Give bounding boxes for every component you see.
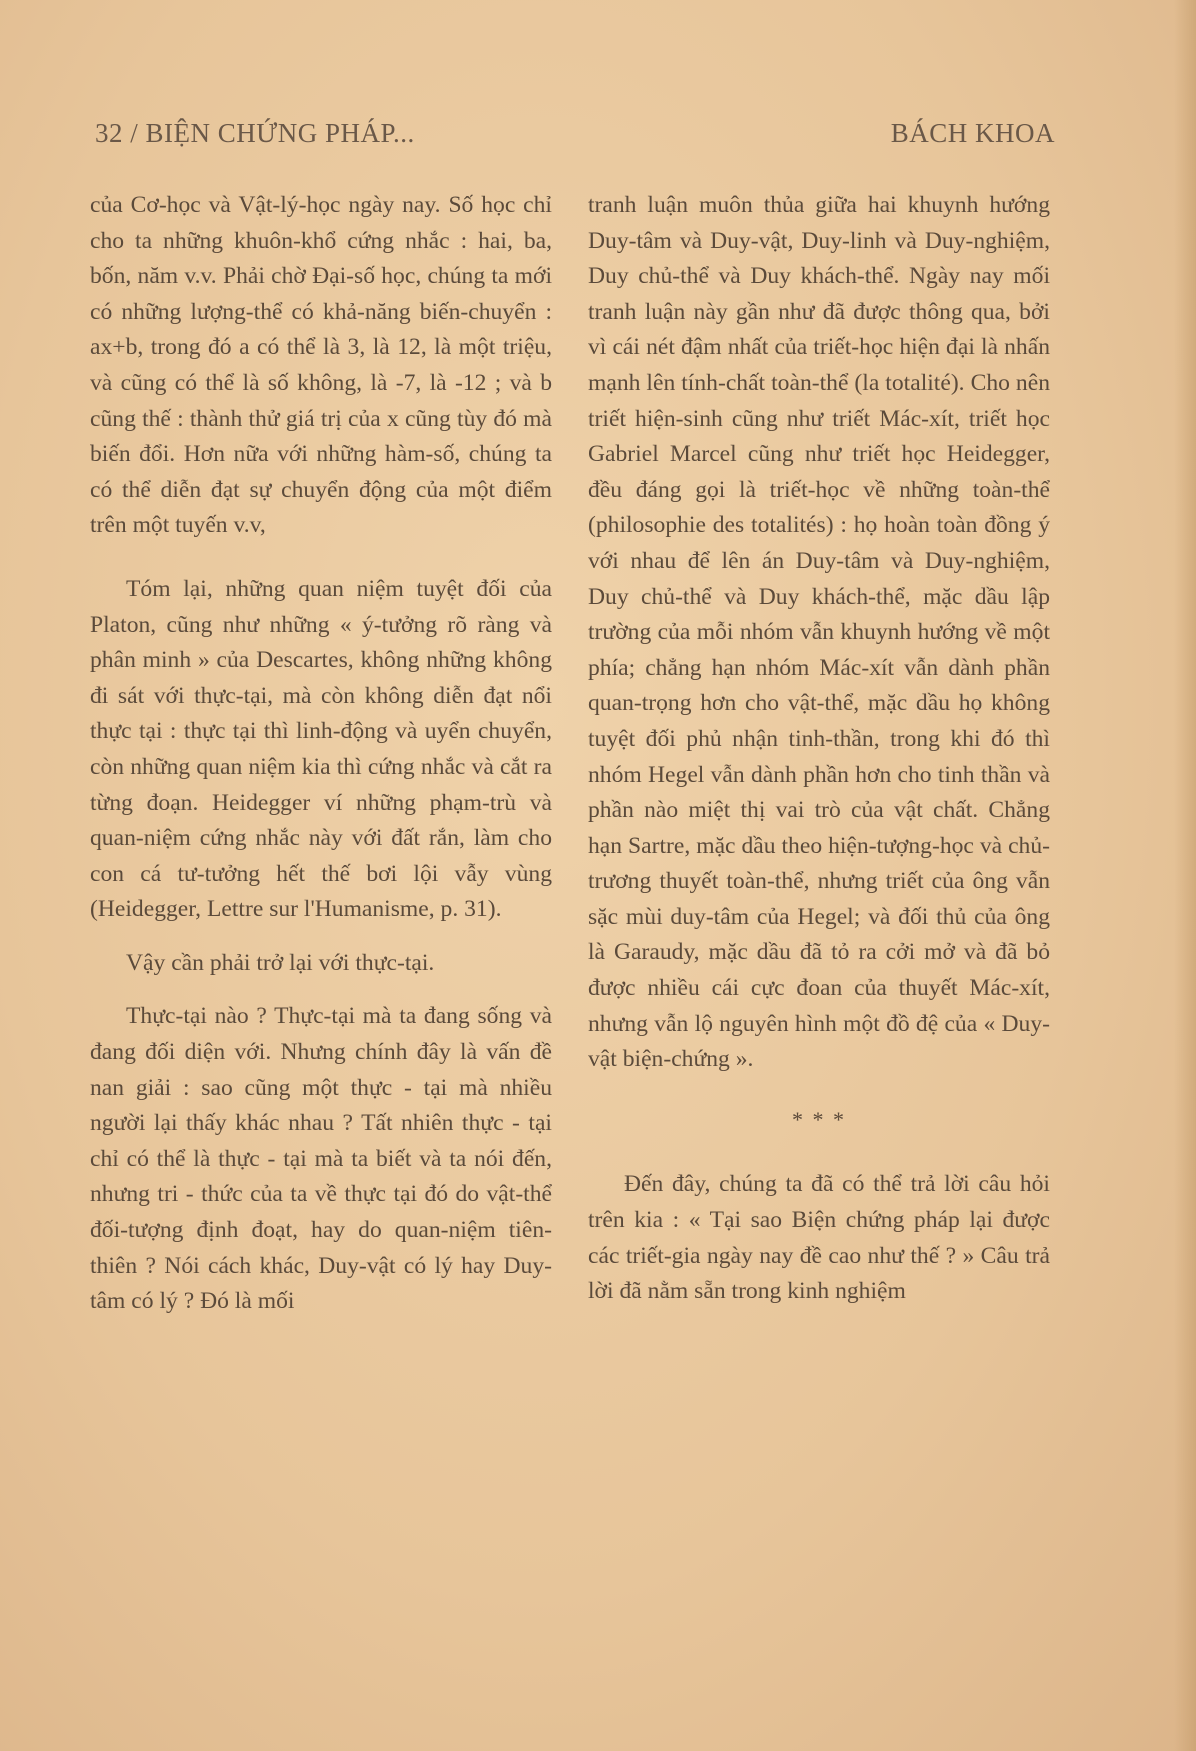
left-paragraph-4: Thực-tại nào ? Thực-tại mà ta đang sống và đang đối diện với. Nhưng chính đây là vấn đề nan giải : sao cũng một thực - tại mà nhiều người lại thấy khác nhau ? Tất nhiên thực - tại chỉ có thể là thực - tại mà ta biết và ta nói đến, nhưng tri - thức của ta về thực tại đó do vật-thể đối-tượng định đoạt, hay do quan-niệm tiên-thiên ? Nói cách khác, Duy-vật có lý hay Duy-tâm có lý ? Đó là mối — [90, 1003, 552, 1315]
page-label: 32 / BIỆN CHỨNG PHÁP... — [95, 118, 415, 148]
section-divider: * * * — [792, 1106, 846, 1132]
right-paragraph-2: Đến đây, chúng ta đã có thể trả lời câu hỏi trên kia : « Tại sao Biện chứng pháp lại được các triết-gia ngày nay đề cao như thế ? » Câu trả lời đã nằm sẵn trong kinh nghiệm — [588, 1171, 1050, 1305]
left-paragraph-3: Vậy cần phải trở lại với thực-tại. — [126, 949, 435, 976]
left-column — [90, 188, 552, 1320]
running-header — [95, 118, 1055, 158]
right-column — [588, 188, 1050, 1310]
page-edge-shadow — [1174, 0, 1196, 1751]
right-paragraph-1: tranh luận muôn thủa giữa hai khuynh hướng Duy-tâm và Duy-vật, Duy-linh và Duy-nghiệm, Duy chủ-thể và Duy khách-thể. Ngày nay mối tranh luận này gần như đã được thông qua, bởi vì cái nét đậm nhất của triết-học hiện đại là nhấn mạnh lên tính-chất toàn-thể (la totalité). Cho nên triết hiện-sinh cũng như triết Mác-xít, triết học Gabriel Marcel cũng như triết học Heidegger, đều đáng gọi là triết-học về những toàn-thể (philosophie des totalités) : họ hoàn toàn đồng ý với nhau để lên án Duy-tâm và Duy-nghiệm, Duy chủ-thể và Duy khách-thể, mặc dầu lập trường của mỗi nhóm vẫn khuynh hướng về một phía; chẳng hạn nhóm Mác-xít vẫn dành phần quan-trọng hơn cho vật-thể, mặc dầu họ không tuyệt đối phủ nhận tinh-thần, trong khi đó thì nhóm Hegel vẫn dành phần hơn cho tinh thần và phần nào miệt thị vai trò của vật chất. Chẳng hạn Sartre, mặc dầu theo hiện-tượng-học và chủ-trương thuyết toàn-thể, nhưng triết của ông vẫn sặc mùi duy-tâm của Hegel; và đối thủ của ông là Garaudy, mặc dầu đã tỏ ra cởi mở và đã bỏ được nhiều cái cực đoan của thuyết Mác-xít, nhưng vẫn lộ nguyên hình một đồ đệ của « Duy-vật biện-chứng ». — [588, 192, 1050, 1073]
left-paragraph-2: Tóm lại, những quan niệm tuyệt đối của Platon, cũng như những « ý-tưởng rõ ràng và phân minh » của Descartes, không những không đi sát với thực-tại, mà còn không diễn đạt nổi thực tại : thực tại thì linh-động và uyển chuyển, còn những quan niệm kia thì cứng nhắc và cắt ra từng đoạn. Heidegger ví những phạm-trù và quan-niệm cứng nhắc này với đất rắn, làm cho con cá tư-tưởng hết thế bơi lội vẫy vùng (Heidegger, Lettre sur l'Humanisme, p. 31). — [90, 575, 552, 923]
left-paragraph-1: của Cơ-học và Vật-lý-học ngày nay. Số học chỉ cho ta những khuôn-khổ cứng nhắc : hai, ba, bốn, năm v.v. Phải chờ Đại-số học, chúng ta mới có những lượng-thể có khả-năng biến-chuyển : ax+b, trong đó a có thể là 3, là 12, là một triệu, và cũng có thể là số không, là -7, là -12 ; và b cũng thế : thành thử giá trị của x cũng tùy đó mà biến đổi. Hơn nữa với những hàm-số, chúng ta có thể diễn đạt sự chuyển động của một điểm trên một tuyến v.v, — [90, 192, 552, 539]
publication-title: BÁCH KHOA — [890, 118, 1055, 148]
